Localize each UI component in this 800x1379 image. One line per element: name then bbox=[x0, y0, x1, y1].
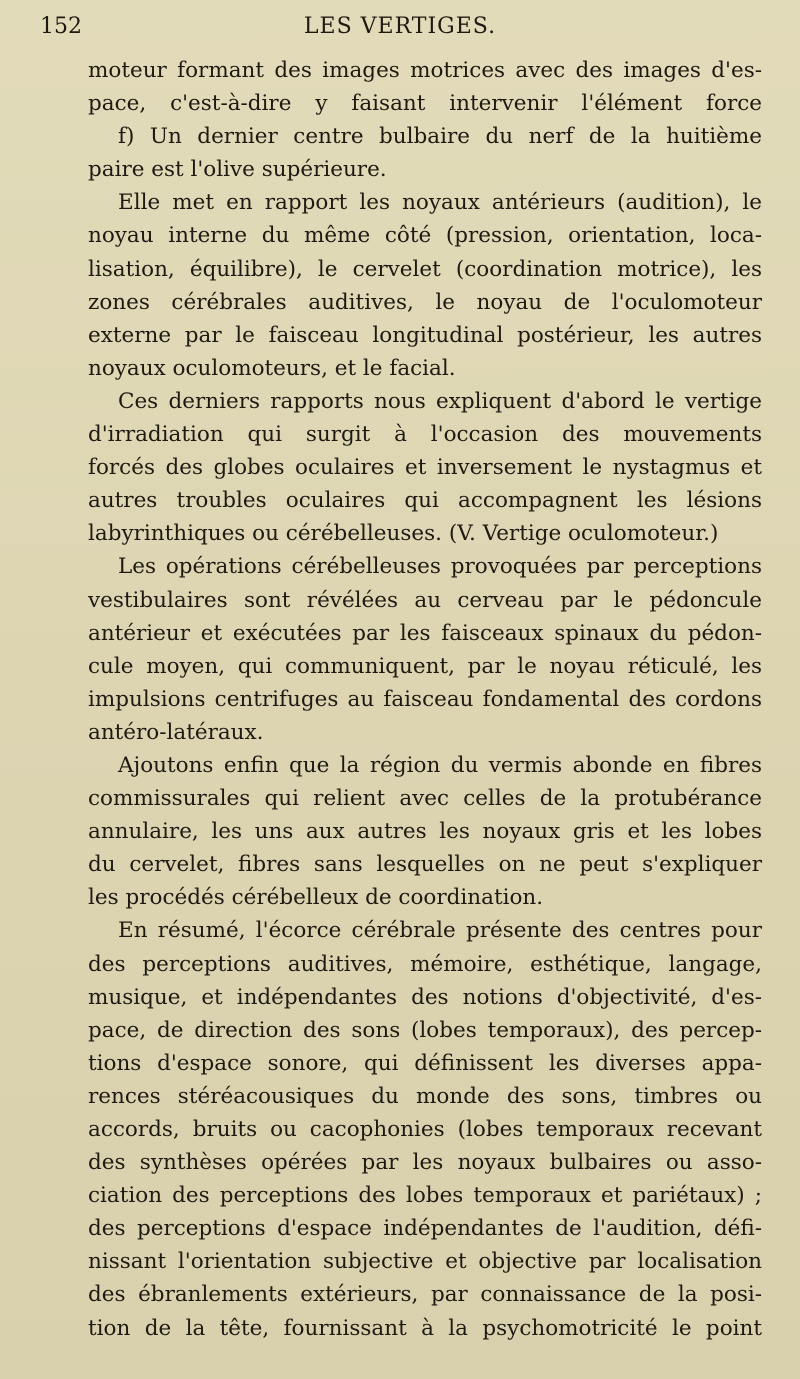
text-line: noyaux oculomoteurs, et le facial. bbox=[88, 355, 456, 381]
paragraph bbox=[88, 550, 762, 749]
text-line: des perceptions d'espace indépendantes de l'audition, défi- bbox=[88, 1216, 762, 1242]
text-line: labyrinthiques ou cérébelleuses. (V. Vertige oculomoteur.) bbox=[88, 521, 719, 547]
text-line: paire est l'olive supérieure. bbox=[88, 157, 387, 183]
text-line: musique, et indépendantes des notions d'objectivité, d'es- bbox=[88, 984, 762, 1010]
text-line: commissurales qui relient avec celles de la protubérance bbox=[88, 786, 762, 812]
text-line: des perceptions auditives, mémoire, esthétique, langage, bbox=[88, 951, 762, 977]
text-line: Ces derniers rapports nous expliquent d'abord le vertige bbox=[118, 388, 762, 414]
text-line: cule moyen, qui communiquent, par le noyau réticulé, les bbox=[88, 653, 762, 679]
text-line: autres troubles oculaires qui accompagnent les lésions bbox=[88, 488, 762, 514]
text-line: nissant l'orientation subjective et objective par localisation bbox=[88, 1249, 762, 1275]
body-text bbox=[88, 54, 762, 1345]
paragraph bbox=[88, 749, 762, 914]
text-line: accords, bruits ou cacophonies (lobes temporaux recevant bbox=[88, 1117, 762, 1142]
text-line: Les opérations cérébelleuses provoquées par perceptions bbox=[118, 554, 762, 580]
text-line: f) Un dernier centre bulbaire du nerf de la huitième bbox=[118, 124, 762, 150]
text-line: forcés des globes oculaires et inversement le nystagmus et bbox=[88, 455, 762, 481]
text-line: pace, c'est-à-dire y faisant intervenir l'élément force bbox=[88, 91, 762, 117]
text-line: du cervelet, fibres sans lesquelles on ne peut s'expliquer bbox=[88, 852, 762, 878]
paragraph bbox=[88, 54, 762, 120]
text-line: pace, de direction des sons (lobes temporaux), des percep- bbox=[88, 1017, 762, 1043]
page-number: 152 bbox=[40, 14, 82, 39]
text-line: ciation des perceptions des lobes temporaux et pariétaux) ; bbox=[88, 1183, 762, 1209]
text-line: vestibulaires sont révélées au cerveau par le pédoncule bbox=[88, 587, 762, 613]
text-line: lisation, équilibre), le cervelet (coordination motrice), les bbox=[88, 256, 762, 282]
running-head: LES VERTIGES. bbox=[303, 14, 497, 39]
text-line: annulaire, les uns aux autres les noyaux gris et les lobes bbox=[88, 819, 762, 845]
text-line: antérieur et exécutées par les faisceaux spinaux du pédon- bbox=[88, 620, 762, 646]
paragraph bbox=[88, 186, 762, 385]
text-line: zones cérébrales auditives, le noyau de l'oculomoteur bbox=[88, 289, 762, 315]
text-line: d'irradiation qui surgit à l'occasion des mouvements bbox=[88, 422, 762, 448]
text-line: noyau interne du même côté (pression, orientation, loca- bbox=[88, 223, 762, 249]
text-line: impulsions centrifuges au faisceau fondamental des cordons bbox=[88, 686, 762, 712]
paragraph bbox=[88, 914, 762, 1344]
text-line: antéro-latéraux. bbox=[88, 719, 264, 745]
text-line: Ajoutons enfin que la région du vermis abonde en fibres bbox=[118, 752, 762, 778]
page-header bbox=[40, 14, 760, 44]
paragraph bbox=[88, 385, 762, 550]
text-line: tion de la tête, fournissant à la psychomotricité le point bbox=[88, 1315, 762, 1341]
paragraph bbox=[88, 120, 762, 186]
text-line: En résumé, l'écorce cérébrale présente des centres pour bbox=[118, 918, 762, 944]
text-line: externe par le faisceau longitudinal postérieur, les autres bbox=[88, 322, 762, 348]
text-line: moteur formant des images motrices avec des images d'es- bbox=[88, 58, 762, 83]
text-line: des synthèses opérées par les noyaux bulbaires ou asso- bbox=[88, 1150, 762, 1176]
text-line: les procédés cérébelleux de coordination. bbox=[88, 885, 544, 911]
text-line: des ébranlements extérieurs, par connaissance de la posi- bbox=[88, 1282, 762, 1308]
text-line: Elle met en rapport les noyaux antérieurs (audition), le bbox=[118, 190, 762, 216]
text-line: tions d'espace sonore, qui définissent les diverses appa- bbox=[88, 1050, 762, 1076]
text-line: rences stéréacousiques du monde des sons, timbres ou bbox=[88, 1083, 762, 1109]
